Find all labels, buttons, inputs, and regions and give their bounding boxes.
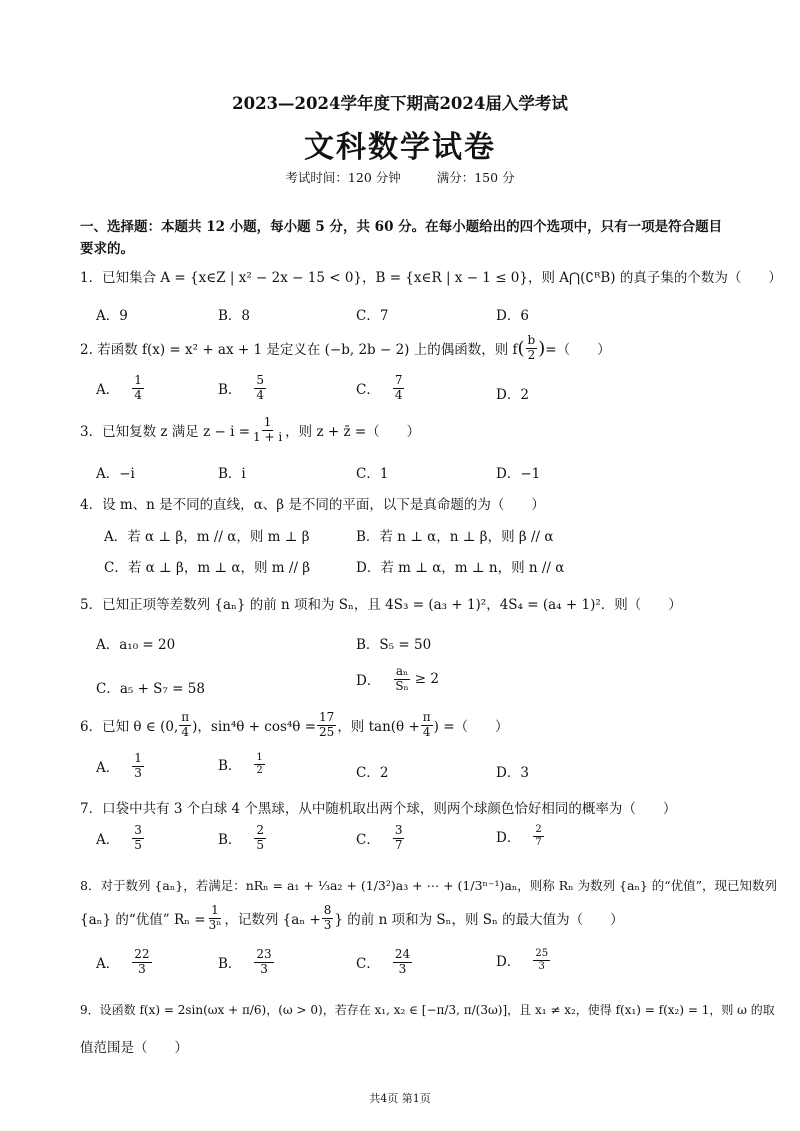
q7-option-c: C． $\frac{3}{7}$: [356, 823, 403, 852]
question-8-line-1: 8．对于数列 {aₙ}，若满足：nRₙ = a₁ + ⅓a₂ + (1/3²)a₃ + ⋯ + (1/3ⁿ⁻¹)aₙ，则称 Rₙ 为数列 {aₙ} 的“优值”，现已知数列: [80, 878, 778, 893]
q2-stem-pre: 2. 若函数 f(x) = x² + ax + 1 是定义在 (−b, 2b − 2) 上的偶函数，则 f: [80, 342, 518, 359]
q2-option-d: D．2: [496, 387, 529, 403]
q5-option-a: A．a₁₀ = 20: [96, 637, 176, 653]
q2-arg-fraction: $\frac{b}{2}$: [527, 333, 536, 362]
question-2-stem: 2. 若函数 f(x) = x² + ax + 1 是定义在 (−b, 2b − 2) 上的偶函数，则 f ( $\frac{b}{2}$ ) =（ ）: [80, 333, 611, 362]
q5-option-b: B．S₅ = 50: [356, 637, 432, 653]
page-title: 文科数学试卷: [304, 130, 496, 165]
q7-option-a: A． $\frac{3}{5}$: [96, 823, 142, 852]
q4-option-d: D．若 m ⊥ α，m ⊥ n，则 n // α: [356, 560, 565, 576]
q2-option-b: B． $\frac{5}{4}$: [218, 373, 265, 402]
question-9-line-1: 9．设函数 f(x) = 2sin(ωx + π/6)，(ω > 0)，若存在 x₁, x₂ ∈ [−π/3, π/(3ω)]，且 x₁ ≠ x₂，使得 f(x₁) = f(x₂) = 1，则 ω 的取: [80, 1003, 775, 1017]
q4-option-b: B．若 n ⊥ α，n ⊥ β，则 β // α: [356, 529, 554, 545]
question-3-stem: 3．已知复数 z 满足 z − i = $\frac{1}{1 + i}$ ，则 z + z̄ =（ ）: [80, 415, 421, 444]
q2-option-c: C． $\frac{7}{4}$: [356, 373, 403, 402]
page-footer: 共4页 第1页: [369, 1092, 431, 1105]
q8-option-a: A． $\frac{22}{3}$: [96, 947, 150, 976]
q1-option-c: C．7: [356, 308, 389, 324]
question-4-stem: 4．设 m、n 是不同的直线，α、β 是不同的平面，以下是真命题的为（ ）: [80, 497, 545, 513]
question-5-stem: 5．已知正项等差数列 {aₙ} 的前 n 项和为 Sₙ，且 4S₃ = (a₃ + 1)²，4S₄ = (a₄ + 1)²．则（ ）: [80, 597, 682, 613]
question-6-stem: 6．已知 θ ∈ (0, $\frac{\pi}{4}$ )，sin⁴θ + cos⁴θ = $\frac{17}{25}$ ，则 tan(θ + $\frac{\pi}{4}$ ) =（ ）: [80, 710, 509, 739]
exam-time: 考试时间：120 分钟: [285, 170, 401, 185]
q3-fraction: $\frac{1}{1 + i}$: [253, 415, 283, 444]
q3-option-d: D．−1: [496, 466, 541, 482]
q1-option-d: D．6: [496, 308, 529, 324]
q7-option-b: B． $\frac{2}{5}$: [218, 823, 265, 852]
q6-option-a: A． $\frac{1}{3}$: [96, 751, 142, 780]
q8-option-d: D． $\frac{25}{3}$: [496, 948, 549, 972]
q4-option-a: A．若 α ⊥ β，m // α，则 m ⊥ β: [104, 529, 310, 545]
section-heading: 一、选择题：本题共 12 小题，每小题 5 分，共 60 分。在每小题给出的四个选项中，只有一项是符合题目要求的。: [80, 219, 723, 257]
q4-option-c: C．若 α ⊥ β，m ⊥ α，则 m // β: [104, 560, 311, 576]
q1-option-b: B．8: [218, 308, 251, 324]
question-7-stem: 7．口袋中共有 3 个白球 4 个黑球，从中随机取出两个球，则两个球颜色恰好相同的概率为（ ）: [80, 801, 677, 817]
q5-option-c: C．a₅ + S₇ = 58: [96, 681, 205, 697]
q6-option-c: C．2: [356, 765, 389, 781]
q7-option-d: D． $\frac{2}{7}$: [496, 824, 542, 848]
q3-option-c: C．1: [356, 466, 389, 482]
q3-option-a: A．−i: [96, 466, 135, 482]
question-1-stem: 1．已知集合 A = {x∈Z | x² − 2x − 15 < 0}，B = {x∈R | x − 1 ≤ 0}，则 A⋂(∁ᴿB) 的真子集的个数为（ ）: [80, 270, 782, 286]
q5-option-d: D． $\frac{\text{aₙ}}{\text{Sₙ}}$ ≥ 2: [356, 664, 439, 693]
q6-option-b: B． $\frac{1}{2}$: [218, 752, 263, 776]
q6-option-d: D．3: [496, 765, 529, 781]
q3-option-b: B．i: [218, 466, 246, 482]
q8-option-b: B． $\frac{23}{3}$: [218, 947, 272, 976]
q2-option-a: A． $\frac{1}{4}$: [96, 373, 142, 402]
q2-stem-post: =（ ）: [545, 342, 611, 359]
question-8-line-2: {aₙ} 的“优值” Rₙ = $\frac{1}{\text{3ⁿ}}$ ，记数列 {aₙ + $\frac{8}{3}$ } 的前 n 项和为 Sₙ，则 Sₙ 的最大值为（ ）: [80, 903, 624, 932]
q8-option-c: C． $\frac{24}{3}$: [356, 947, 411, 976]
exam-header: 2023—2024学年度下期高2024届入学考试: [232, 94, 568, 113]
exam-score: 满分：150 分: [436, 170, 515, 185]
q1-option-a: A．9: [96, 308, 128, 324]
exam-meta: [0, 168, 800, 186]
question-9-line-2: 值范围是（ ）: [80, 1040, 188, 1056]
